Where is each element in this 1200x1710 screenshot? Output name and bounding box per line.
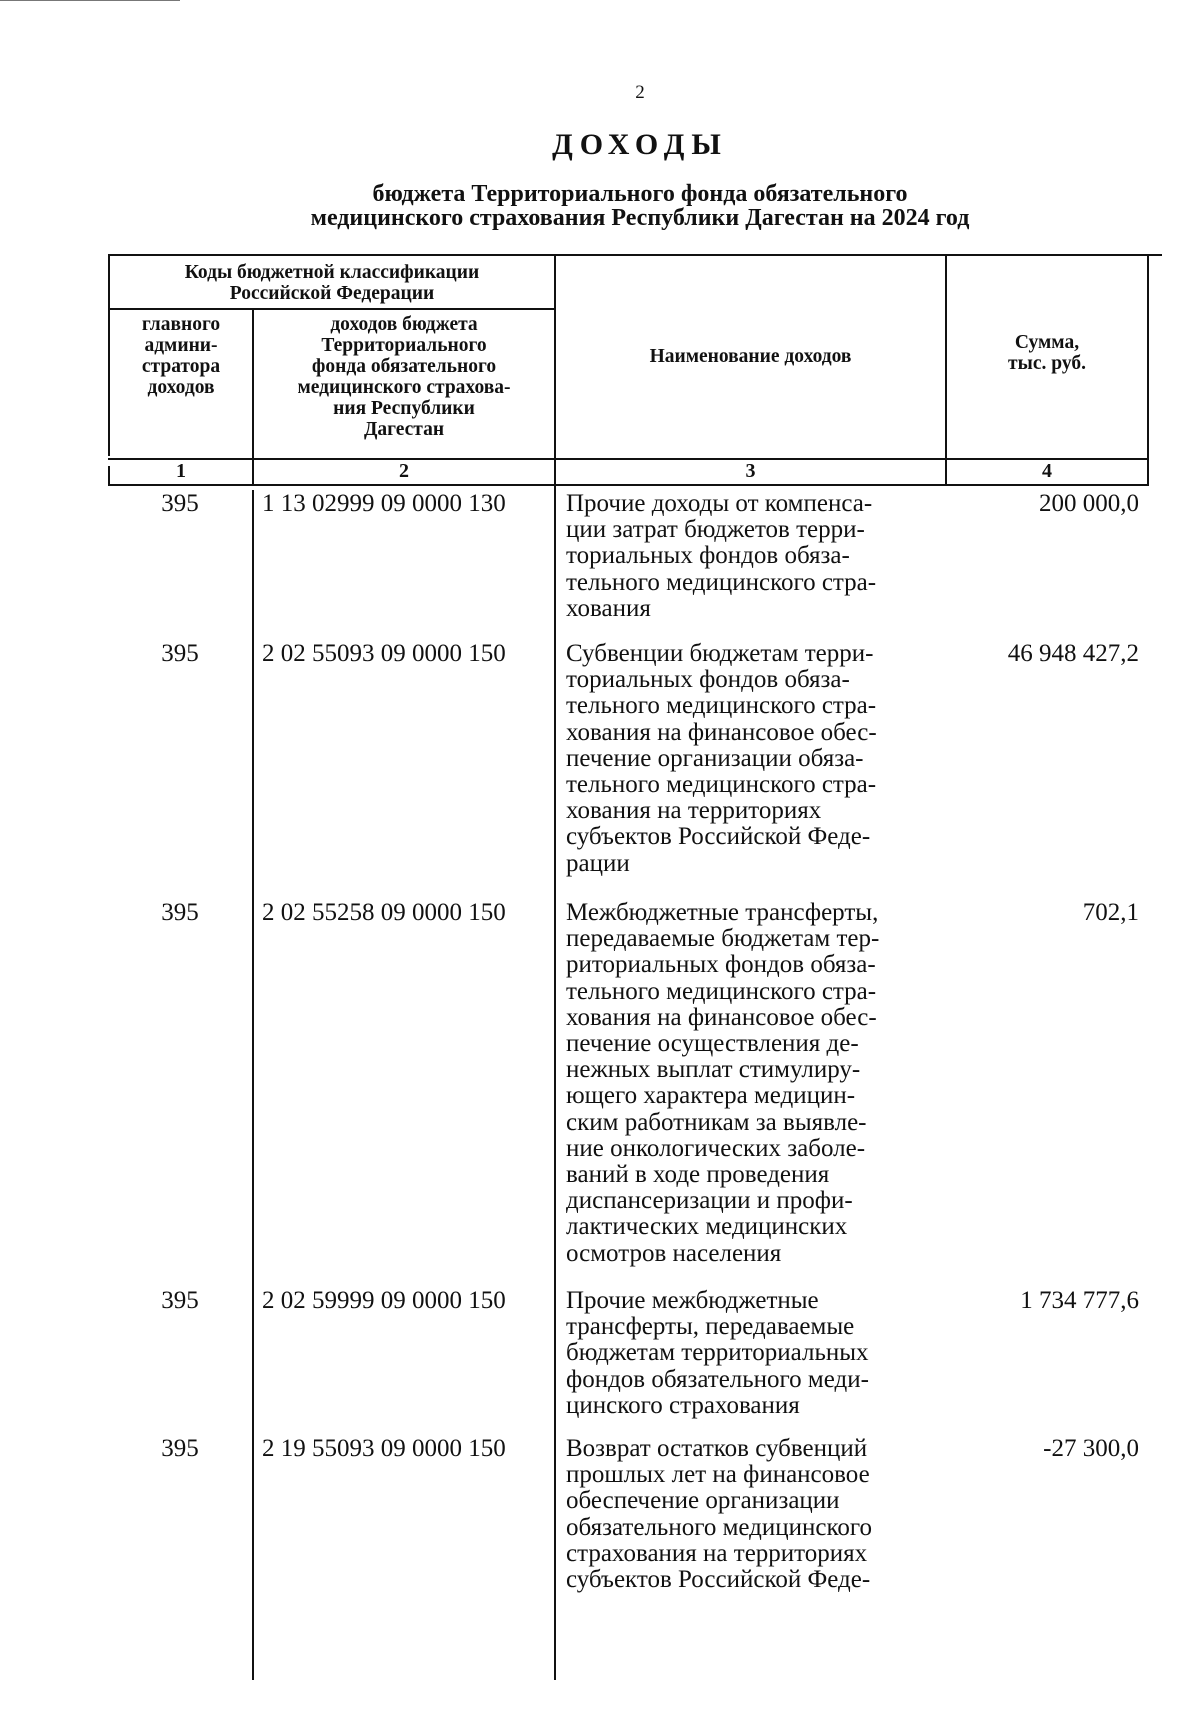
header-line: доходов [147,377,215,398]
row-classification-code: 1 13 02999 09 0000 130 [262,490,506,517]
page-number: 2 [635,82,645,103]
name-line: субъектов Российской Феде- [566,823,871,851]
name-line: лактических медицинских [566,1213,848,1241]
name-line: Межбюджетные трансферты, [566,899,879,926]
scan-edge-mark [0,0,180,1]
name-line: субъектов Российской Феде- [566,1566,871,1594]
name-line: ющего характера медицин- [566,1082,856,1110]
document-subtitle [0,182,1200,230]
name-line: обязательного медицинского [566,1513,873,1541]
row-classification-code: 2 19 55093 09 0000 150 [262,1435,506,1462]
group-header-rule [108,308,554,310]
row-admin-code: 395 [161,1287,199,1314]
name-line: ским работникам за выявле- [566,1108,867,1136]
name-line: хования на территориях [566,797,822,825]
header-line: Территориального [321,335,487,356]
row-admin-code: 395 [161,899,199,926]
name-line: нежных выплат стимулиру- [566,1056,861,1084]
name-line: трансферты, передаваемые [566,1313,855,1341]
col1-divider-body [252,490,254,1680]
header-col4 [947,332,1147,374]
name-line: ции затрат бюджетов терри- [566,516,865,544]
row-amount: 46 948 427,2 [1007,640,1139,667]
name-line: прошлых лет на финансовое [566,1461,870,1489]
row-income-name [566,900,941,1267]
table-right-border-header [1147,256,1149,486]
name-line: страхования на территориях [566,1539,868,1567]
header-line: медицинского страхова- [297,377,511,398]
name-line: фондов обязательного меди- [566,1365,869,1393]
row-amount: -27 300,0 [1043,1435,1139,1462]
row-admin-code: 395 [161,1435,199,1462]
subtitle-line: медицинского страхования Республики Дагестан на 2024 год [310,205,970,231]
row-amount: 1 734 777,6 [1020,1287,1139,1314]
name-line: осмотров населения [566,1239,782,1267]
name-line: диспансеризации и профи- [566,1187,853,1215]
name-line: тельного медицинского стра- [566,692,877,720]
name-line: цинского страхования [566,1391,800,1419]
header-line: главного [141,314,221,335]
name-line: Субвенции бюджетам терри- [566,640,874,667]
header-line: ния Республики [333,398,475,419]
name-line: ториальных фондов обяза- [566,666,850,694]
table-top-rule [108,254,1162,256]
name-line: передаваемые бюджетам тер- [566,925,880,953]
name-line: риториальных фондов обяза- [566,951,876,979]
name-line: тельного медицинского стра- [566,771,877,799]
row-amount: 702,1 [1082,899,1139,926]
name-line: тельного медицинского стра- [566,977,877,1005]
header-line: Сумма, [1014,332,1080,353]
name-line: обеспечение организации [566,1487,840,1515]
name-line: тельного медицинского стра- [566,568,877,596]
row-amount: 200 000,0 [1039,490,1139,517]
header-line: админи- [144,335,218,356]
column-number: 2 [399,460,409,482]
name-line: хования на финансовое обес- [566,718,877,746]
name-line: ваний в ходе проведения [566,1161,830,1189]
column-numbers-rule [108,484,1147,486]
row-admin-code: 395 [161,490,199,517]
name-line: Прочие доходы от компенса- [566,490,873,517]
header-group-codes [110,262,554,304]
row-classification-code: 2 02 59999 09 0000 150 [262,1287,506,1314]
header-line: фонда обязательного [311,356,497,377]
column-number: 1 [176,460,186,482]
header-line: Российской Федерации [229,283,435,304]
name-line: ние онкологических заболе- [566,1134,866,1162]
name-line: печение осуществления де- [566,1030,859,1058]
name-line: хования [566,594,651,622]
row-income-name [566,1288,941,1419]
name-line: Прочие межбюджетные [566,1287,819,1314]
name-line: рации [566,849,630,877]
name-line: печение организации обяза- [566,744,864,772]
name-line: ториальных фондов обяза- [566,542,850,570]
row-income-name [566,1436,941,1593]
row-admin-code: 395 [161,640,199,667]
subtitle-line: бюджета Территориального фонда обязательного [372,181,908,207]
row-classification-code: 2 02 55258 09 0000 150 [262,899,506,926]
row-income-name [566,641,941,877]
header-col2 [254,314,554,440]
header-line: доходов бюджета [330,314,478,335]
header-line: стратора [141,356,221,377]
header-line: Дагестан [363,419,445,440]
name-line: хования на финансовое обес- [566,1003,877,1031]
column-number: 4 [1042,460,1052,482]
header-line: Коды бюджетной классификации [184,262,480,283]
header-line: тыс. руб. [1008,353,1086,374]
name-line: бюджетам территориальных [566,1339,869,1367]
row-classification-code: 2 02 55093 09 0000 150 [262,640,506,667]
row-income-name [566,491,941,622]
header-col3: Наименование доходов [649,346,852,367]
name-line: Возврат остатков субвенций [566,1435,868,1462]
column-number: 3 [745,460,756,482]
header-col1 [110,314,252,398]
document-title: ДОХОДЫ [552,128,728,161]
